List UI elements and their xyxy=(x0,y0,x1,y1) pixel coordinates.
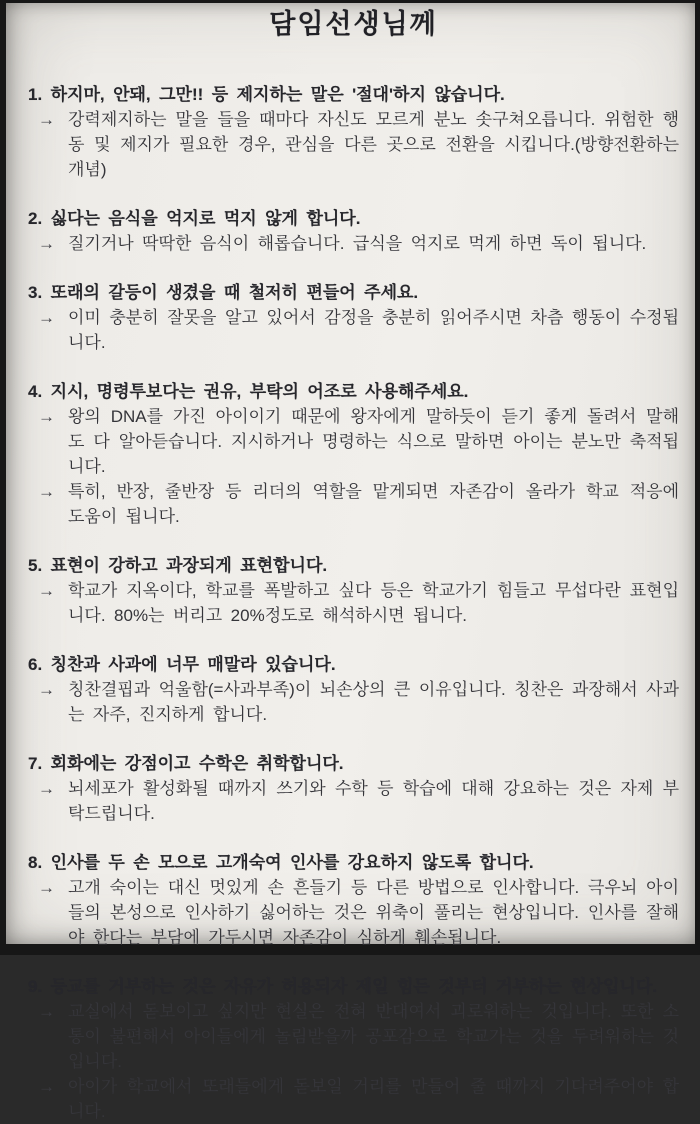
section-heading: 6. 칭찬과 사과에 너무 매말라 있습니다. xyxy=(28,655,336,674)
point-text: 칭찬결핍과 억울함(=사과부족)이 뇌손상의 큰 이유입니다. 칭찬은 과장해서 사과는 자주, 진지하게 합니다. xyxy=(68,680,679,724)
point-row xyxy=(28,404,679,479)
point-row xyxy=(28,875,679,950)
point-row xyxy=(28,999,679,1074)
arrow-icon: → xyxy=(38,779,55,798)
arrow-icon: → xyxy=(38,234,55,253)
arrow-icon: → xyxy=(38,308,55,327)
section xyxy=(28,751,679,826)
point-text: 학교가 지옥이다, 학교를 폭발하고 싶다 등은 학교가기 힘들고 무섭다란 표현입니다. 80%는 버리고 20%정도로 해석하시면 됩니다. xyxy=(68,581,679,625)
arrow-icon: → xyxy=(38,1077,55,1096)
section-heading: 8. 인사를 두 손 모으로 고개숙여 인사를 강요하지 않도록 합니다. xyxy=(28,853,534,872)
section-heading: 5. 표현이 강하고 과장되게 표현합니다. xyxy=(28,556,328,575)
section-heading: 1. 하지마, 안돼, 그만!! 등 제지하는 말은 '절대'하지 않습니다. xyxy=(28,85,505,104)
arrow-icon: → xyxy=(38,407,55,426)
sections xyxy=(28,82,679,1124)
point-text: 강력제지하는 말을 들을 때마다 자신도 모르게 분노 솟구쳐오릅니다. 위험한 행동 및 제지가 필요한 경우, 관심을 다른 곳으로 전환을 시킵니다.(방향전환하는 개념) xyxy=(68,110,679,179)
point-text: 뇌세포가 활성화될 때까지 쓰기와 수학 등 학습에 대해 강요하는 것은 자제 부탁드립니다. xyxy=(68,779,679,823)
point-text: 교실에서 돋보이고 싶지만 현실은 전혀 반대여서 괴로워하는 것입니다. 또한 소통이 불편해서 아이들에게 놀림받을까 공포감으로 학교가는 것을 두려워하는 것입니다. xyxy=(68,1002,679,1071)
section xyxy=(28,82,679,182)
point-row xyxy=(28,305,679,355)
section xyxy=(28,379,679,529)
section xyxy=(28,206,679,256)
section-heading: 2. 싫다는 음식을 억지로 먹지 않게 합니다. xyxy=(28,209,361,228)
section-heading: 4. 지시, 명령투보다는 권유, 부탁의 어조로 사용해주세요. xyxy=(28,382,469,401)
section xyxy=(28,553,679,628)
arrow-icon: → xyxy=(38,581,55,600)
point-text: 왕의 DNA를 가진 아이이기 때문에 왕자에게 말하듯이 듣기 좋게 돌려서 말해도 다 알아듣습니다. 지시하거나 명령하는 식으로 말하면 아이는 분노만 축적됩니다. xyxy=(68,407,679,476)
point-row xyxy=(28,107,679,182)
point-row xyxy=(28,231,679,256)
arrow-icon: → xyxy=(38,878,55,897)
document-title: 담임선생님께 xyxy=(269,9,438,39)
section xyxy=(28,652,679,727)
section-heading: 3. 또래의 갈등이 생겼을 때 철저히 편들어 주세요. xyxy=(28,283,419,302)
arrow-icon: → xyxy=(38,482,55,501)
point-row xyxy=(28,479,679,529)
section xyxy=(28,850,679,950)
section xyxy=(28,974,679,1124)
document-page xyxy=(6,3,695,1121)
point-row xyxy=(28,677,679,727)
point-text: 이미 충분히 잘못을 알고 있어서 감정을 충분히 읽어주시면 차츰 행동이 수정됩니다. xyxy=(68,308,679,352)
section-heading: 7. 회화에는 강점이고 수학은 취학합니다. xyxy=(28,754,344,773)
point-text: 아이가 학교에서 또래들에게 돋보일 거리를 만들어 줄 때까지 기다려주어야 합니다. xyxy=(68,1077,679,1121)
arrow-icon: → xyxy=(38,110,55,129)
point-text: 질기거나 딱딱한 음식이 해롭습니다. 급식을 억지로 먹게 하면 독이 됩니다. xyxy=(68,234,647,253)
point-text: 고개 숙이는 대신 멋있게 손 흔들기 등 다른 방법으로 인사합니다. 극우뇌 아이들의 본성으로 인사하기 싫어하는 것은 위축이 풀리는 현상입니다. 인사를 잘해야 한다는 부담에 가두시면 자존감이 심하게 훼손됩니다. xyxy=(68,878,679,947)
section xyxy=(28,280,679,355)
point-row xyxy=(28,578,679,628)
arrow-icon: → xyxy=(38,1002,55,1021)
point-text: 특히, 반장, 줄반장 등 리더의 역할을 맡게되면 자존감이 올라가 학교 적응에 도움이 됩니다. xyxy=(68,482,679,526)
point-row xyxy=(28,1074,679,1124)
section-heading: 9. 등교를 거부하는 것은 자유가 허용되자 제일 힘든 것부터 거부하는 현상입니다. xyxy=(28,977,658,996)
point-row xyxy=(28,776,679,826)
arrow-icon: → xyxy=(38,680,55,699)
